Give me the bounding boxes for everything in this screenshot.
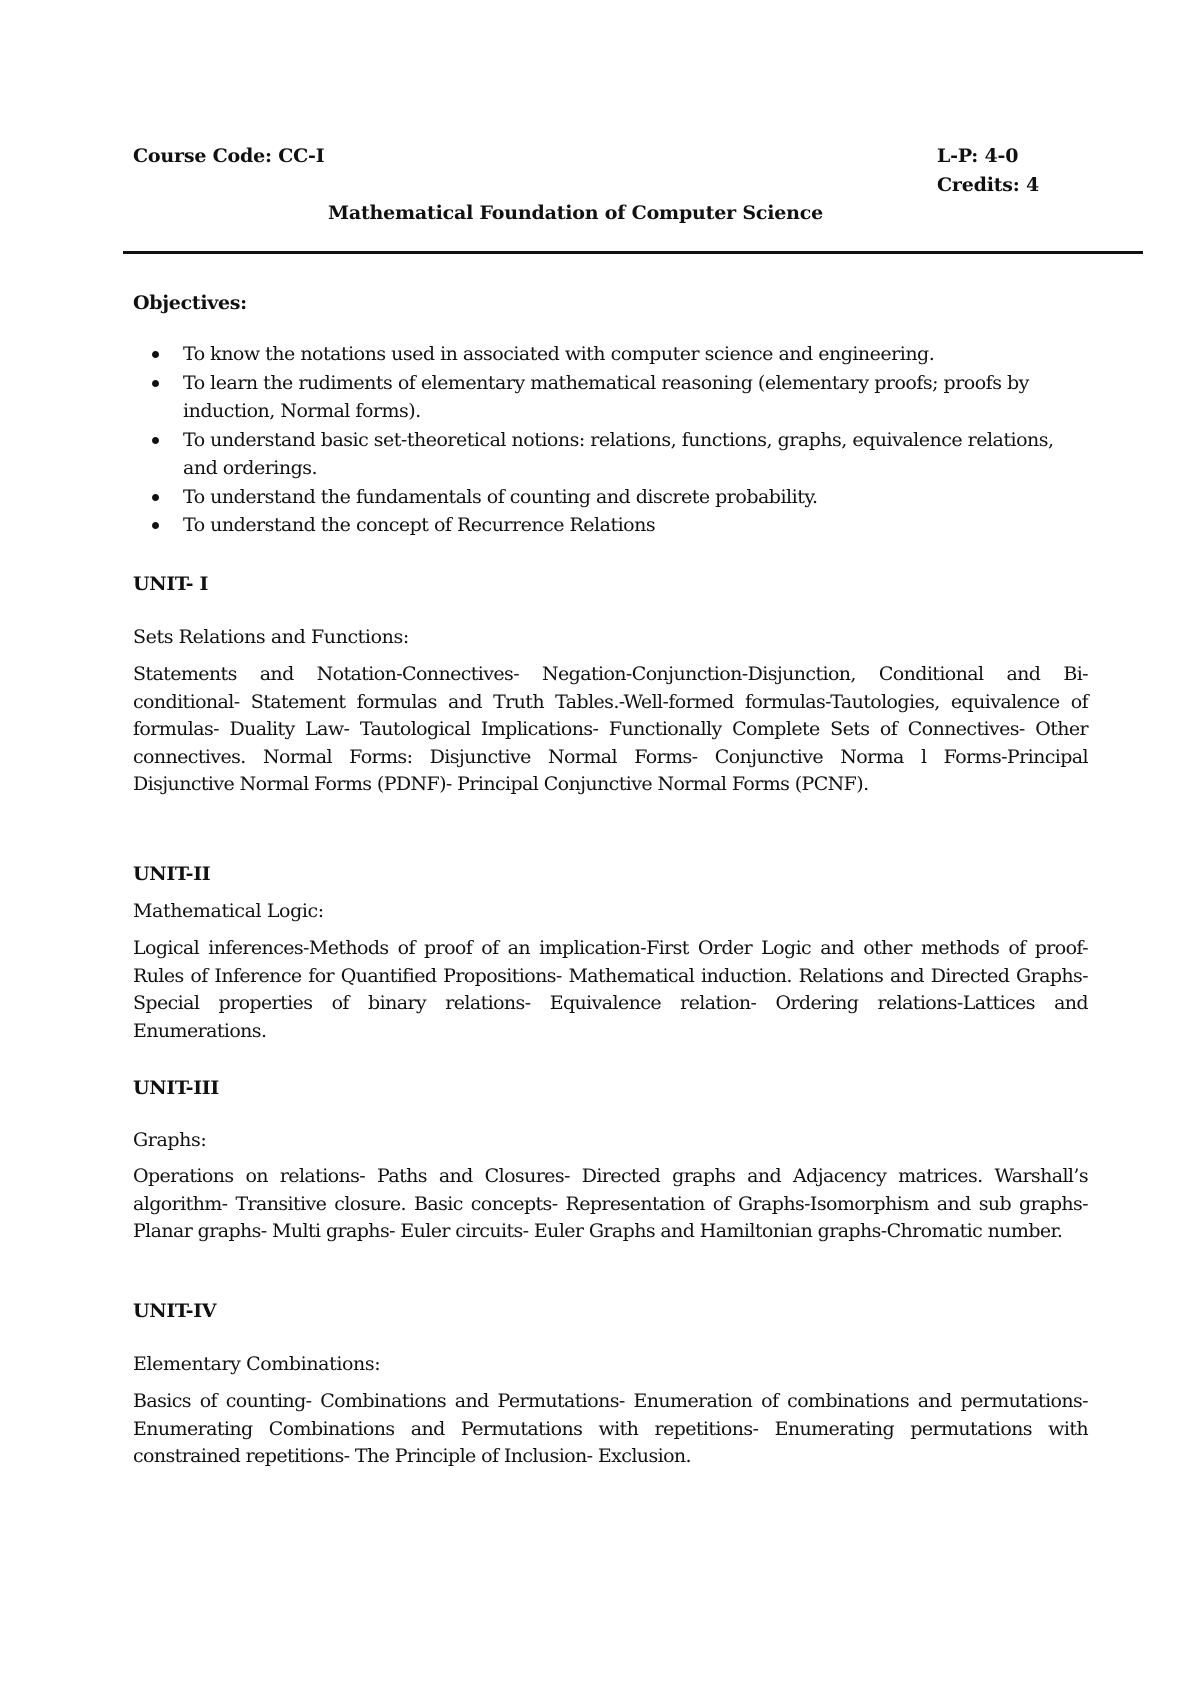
objective-item: To know the notations used in associated with computer science and engineering. — [148, 340, 1078, 369]
unit-3-heading: UNIT-III — [133, 1077, 219, 1099]
objectives-heading: Objectives: — [133, 292, 247, 314]
objective-item: To understand the fundamentals of counting and discrete probability. — [148, 483, 1078, 512]
bullet-icon — [152, 437, 159, 444]
unit-3-body: Operations on relations- Paths and Closures- Directed graphs and Adjacency matrices. Warshall’s algorithm- Transitive closure. Basic concepts- Representation of Graphs-Isomorphism and sub graphs-Planar graphs- Multi graphs- Euler circuits- Euler Graphs and Hamiltonian graphs-Chromatic number. — [133, 1165, 1088, 1243]
objective-item: To understand the concept of Recurrence Relations — [148, 511, 1078, 540]
unit-4-body: Basics of counting- Combinations and Permutations- Enumeration of combinations and permutations- Enumerating Combinations and Permutations with repetitions- Enumerating permutations with constrained repetitions- The Principle of Inclusion- Exclusion. — [133, 1390, 1088, 1468]
course-title: Mathematical Foundation of Computer Science — [328, 202, 824, 224]
header-divider — [123, 251, 1143, 254]
unit-4-subtitle: Elementary Combinations: — [133, 1353, 381, 1375]
unit-2-subtitle: Mathematical Logic: — [133, 900, 324, 922]
unit-2-heading: UNIT-II — [133, 863, 211, 885]
course-code: Course Code: CC-I — [133, 145, 325, 167]
bullet-icon — [152, 351, 159, 358]
unit-3-subtitle: Graphs: — [133, 1129, 207, 1151]
objective-item: To understand basic set-theoretical notions: relations, functions, graphs, equivalence relations, and orderings. — [148, 426, 1078, 483]
bullet-icon — [152, 522, 159, 529]
unit-4-heading: UNIT-IV — [133, 1300, 217, 1322]
bullet-icon — [152, 494, 159, 501]
objectives-list — [148, 340, 1078, 540]
lp-value: L-P: 4-0 — [937, 145, 1019, 167]
unit-1-subtitle: Sets Relations and Functions: — [133, 626, 409, 648]
unit-1-body: Statements and Notation-Connectives- Negation-Conjunction-Disjunction, Conditional and Bi-conditional- Statement formulas and Truth Tables.-Well-formed formulas-Tautologies, equivalence of formulas- Duality Law- Tautological Implications- Functionally Complete Sets of Connectives- Other connectives. Normal Forms: Disjunctive Normal Forms- Conjunctive Norma l Forms-Principal Disjunctive Normal Forms (PDNF)- Principal Conjunctive Normal Forms (PCNF). — [133, 663, 1088, 796]
unit-2-body: Logical inferences-Methods of proof of an implication-First Order Logic and other methods of proof-Rules of Inference for Quantified Propositions- Mathematical induction. Relations and Directed Graphs- Special properties of binary relations- Equivalence relation- Ordering relations-Lattices and Enumerations. — [133, 937, 1088, 1042]
unit-1-heading: UNIT- I — [133, 573, 209, 595]
credits: Credits: 4 — [937, 174, 1040, 196]
bullet-icon — [152, 380, 159, 387]
objective-item: To learn the rudiments of elementary mathematical reasoning (elementary proofs; proofs by induction, Normal forms). — [148, 369, 1078, 426]
